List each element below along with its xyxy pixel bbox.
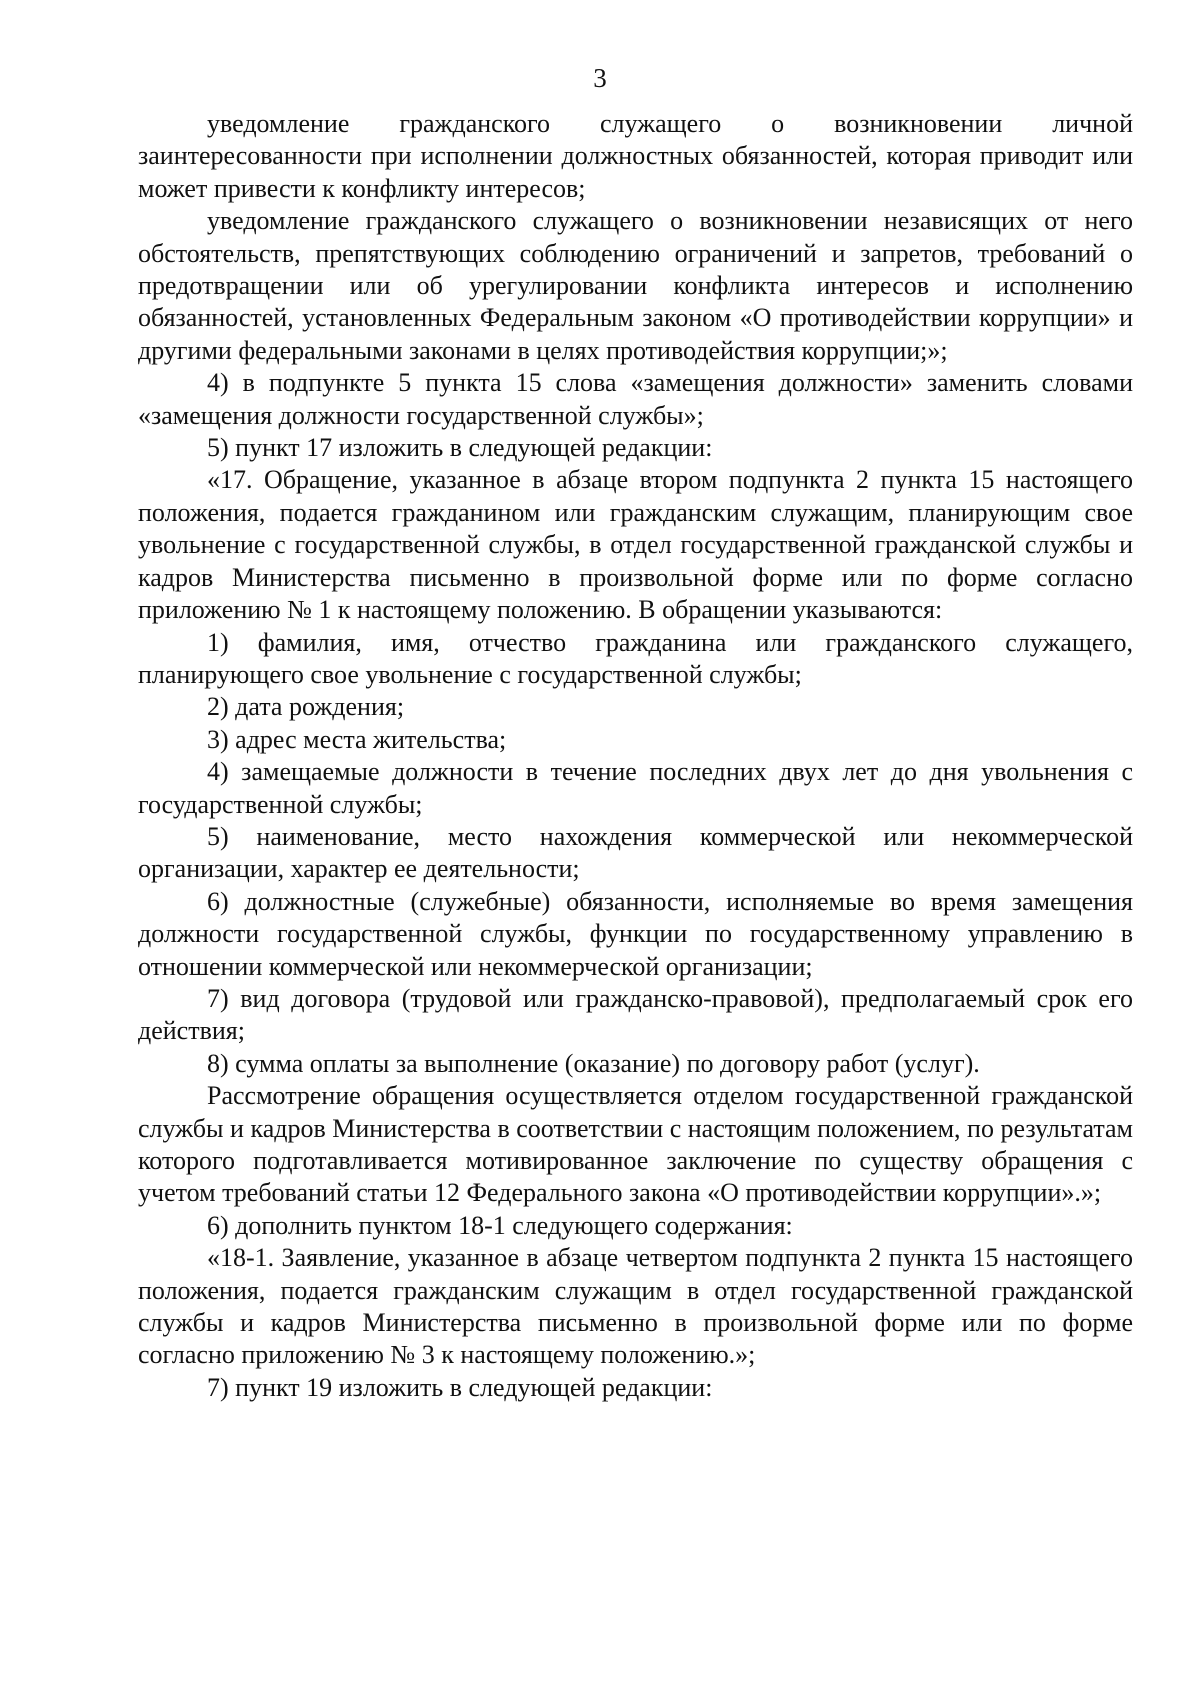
paragraph-item-4: 4) в подпункте 5 пункта 15 слова «замещения должности» заменить словами «замещения должности государственной службы»; <box>138 368 1133 430</box>
list-item-2: 2) дата рождения; <box>207 692 405 722</box>
page-number: 3 <box>593 63 607 93</box>
list-item-1: 1) фамилия, имя, отчество гражданина или гражданского служащего, планирующего свое увольнение с государственной службы; <box>138 627 1133 689</box>
paragraph-clause-17: «17. Обращение, указанное в абзаце втором подпункта 2 пункта 15 настоящего положения, подается гражданином или гражданским служащим, планирующим свое увольнение с государственной службы, в отдел государственной гражданской службы и кадров Министерства письменно в произвольной форме или по форме согласно приложению № 1 к настоящему положению. В обращении указываются: <box>138 465 1133 625</box>
document-body <box>138 108 1133 1404</box>
list-item-5: 5) наименование, место нахождения коммерческой или некоммерческой организации, характер ее деятельности; <box>138 821 1133 884</box>
list-item-6: 6) должностные (служебные) обязанности, исполняемые во время замещения должности государственной службы, функции по государственному управлению в отношении коммерческой или некоммерческой организации; <box>138 886 1133 981</box>
list-item-7: 7) вид договора (трудовой или гражданско-правовой), предполагаемый срок его действия; <box>138 983 1133 1046</box>
paragraph-personal-interest-notice: уведомление гражданского служащего о возникновении личной заинтересованности при исполнении должностных обязанностей, которая приводит или может привести к конфликту интересов; <box>138 109 1133 203</box>
paragraph-circumstances-notice: уведомление гражданского служащего о возникновении независящих от него обстоятельств, препятствующих соблюдению ограничений и запретов, требований о предотвращении или об урегулировании конфликта интересов и исполнению обязанностей, установленных Федеральным законом «О противодействии коррупции» и другими федеральными законами в целях противодействия коррупции;»; <box>138 206 1133 365</box>
paragraph-item-7: 7) пункт 19 изложить в следующей редакции: <box>207 1372 713 1402</box>
list-item-8: 8) сумма оплаты за выполнение (оказание) по договору работ (услуг). <box>207 1048 980 1078</box>
list-item-4: 4) замещаемые должности в течение последних двух лет до дня увольнения с государственной службы; <box>138 757 1133 819</box>
list-item-3: 3) адрес места жительства; <box>207 724 507 754</box>
paragraph-item-5: 5) пункт 17 изложить в следующей редакции: <box>207 433 713 463</box>
paragraph-item-6: 6) дополнить пунктом 18-1 следующего содержания: <box>207 1210 793 1240</box>
paragraph-clause-18-1: «18-1. Заявление, указанное в абзаце четвертом подпункта 2 пункта 15 настоящего положения, подается гражданским служащим в отдел государственной гражданской службы и кадров Министерства письменно в произвольной форме или по форме согласно приложению № 3 к настоящему положению.»; <box>138 1243 1133 1370</box>
paragraph-review: Рассмотрение обращения осуществляется отделом государственной гражданской службы и кадров Министерства в соответствии с настоящим положением, по результатам которого подготавливается мотивированное заключение по существу обращения с учетом требований статьи 12 Федерального закона «О противодействии коррупции».»; <box>138 1081 1133 1208</box>
